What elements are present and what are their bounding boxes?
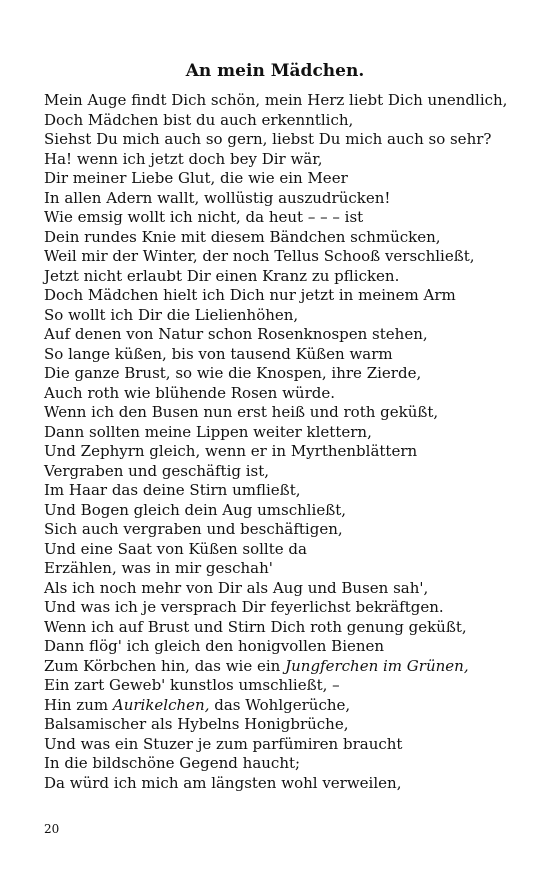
poem-line [44,423,524,443]
poem-line [44,676,524,696]
poem-line [44,111,524,131]
poem-line-text: Siehst Du mich auch so gern, liebst Du mich auch so sehr? [44,130,492,148]
poem-line-text: Und eine Saat von Küßen sollte da [44,539,307,558]
poem-line-text: Da würd ich mich am längsten wohl verweilen, [44,773,402,792]
poem-line-text: Vergraben und geschäftig ist, [44,461,270,480]
poem-line [44,696,524,716]
poem-line-text: Balsamischer als Hybelns Honigbrüche, [44,715,349,733]
poem-line-text: Hin zum [44,695,113,714]
poem-line-text: Wenn ich den Busen nun erst heiß und roth geküßt, [44,403,439,421]
poem-line-text: So wollt ich Dir die Lielienhöhen, [44,305,299,324]
poem-line [44,286,524,306]
poem-line [44,91,524,111]
poem-line [44,306,524,326]
page-number: 20 [44,822,60,836]
poem-line-text: In allen Adern wallt, wollüstig auszudrücken! [44,188,391,207]
poem-line [44,598,524,618]
poem-line-text: Auf denen von Natur schon Rosenknospen stehen, [44,325,428,343]
poem-line-text: Jetzt nicht erlaubt Dir einen Kranz zu pflicken. [44,266,400,285]
poem-line [44,130,524,150]
poem-line-text: Dir meiner Liebe Glut, die wie ein Meer [44,169,348,187]
poem-line [44,267,524,287]
poem-line [44,150,524,170]
poem-line-text: Sich auch vergraben und beschäftigen, [44,520,343,538]
poem-line [44,325,524,345]
poem-line [44,754,524,774]
poem-line [44,228,524,248]
poem-line-text: Zum Körbchen hin, das wie ein [44,656,286,675]
poem-line-text: Doch Mädchen bist du auch erkenntlich, [44,110,354,129]
poem-line [44,208,524,228]
poem-body [44,91,524,793]
poem-line [44,247,524,267]
poem-line [44,637,524,657]
poem-line-text: Weil mir der Winter, der noch Tellus Schooß verschließt, [44,247,475,265]
poem-line [44,442,524,462]
poem-line [44,189,524,209]
poem-line-text: In die bildschöne Gegend haucht; [44,754,301,772]
poem-line [44,481,524,501]
poem-line-text: Erzählen, was in mir geschah' [44,559,273,577]
poem-line-text: Wenn ich auf Brust und Stirn Dich roth genung geküßt, [44,617,467,636]
poem-line [44,774,524,794]
poem-line-text: Ha! wenn ich jetzt doch bey Dir wär, [44,149,323,168]
poem-line-text: Ein zart Geweb' kunstlos umschließt, – [44,676,340,694]
poem-line-text: Dann sollten meine Lippen weiter klettern, [44,422,372,441]
poem-line-italic-text: Jungferchen im Grünen, [285,656,469,675]
poem-title: An mein Mädchen. [185,61,365,81]
poem-line [44,462,524,482]
poem-line-text: Doch Mädchen hielt ich Dich nur jetzt in meinem Arm [44,286,456,304]
poem-line [44,618,524,638]
poem-line [44,169,524,189]
poem-line [44,735,524,755]
poem-line [44,403,524,423]
poem-line-text: Und Bogen gleich dein Aug umschließt, [44,500,347,519]
poem-line [44,715,524,735]
poem-line [44,501,524,521]
poem-line-text: So lange küßen, bis von tausend Küßen warm [44,344,393,363]
poem-line-text: Und Zephyrn gleich, wenn er in Myrthenblättern [44,442,418,460]
poem-line [44,579,524,599]
poem-line [44,364,524,384]
poem-line-text: Als ich noch mehr von Dir als Aug und Busen sah', [44,578,429,597]
poem-line-text: Und was ein Stuzer je zum parfümiren braucht [44,734,403,753]
poem-line-text: Und was ich je versprach Dir feyerlichst bekräftgen. [44,598,444,616]
poem-line [44,520,524,540]
poem-line-text: Die ganze Brust, so wie die Knospen, ihre Zierde, [44,364,422,382]
poem-line-text: Auch roth wie blühende Rosen würde. [44,383,336,402]
poem-line [44,540,524,560]
poem-line-text: Dein rundes Knie mit diesem Bändchen schmücken, [44,227,441,246]
poem-line-text: Dann flög' ich gleich den honigvollen Bienen [44,637,385,655]
poem-line-text: Wie emsig wollt ich nicht, da heut – – – ist [44,208,364,226]
poem-line-text: das Wohlgerüche, [209,695,351,714]
poem-line [44,345,524,365]
poem-line [44,559,524,579]
poem-line [44,657,524,677]
poem-line-italic-text: Aurikelchen, [112,695,210,714]
poem-line [44,384,524,404]
poem-line-text: Im Haar das deine Stirn umfließt, [44,481,301,499]
poem-line-text: Mein Auge findt Dich schön, mein Herz liebt Dich unendlich, [44,91,508,109]
